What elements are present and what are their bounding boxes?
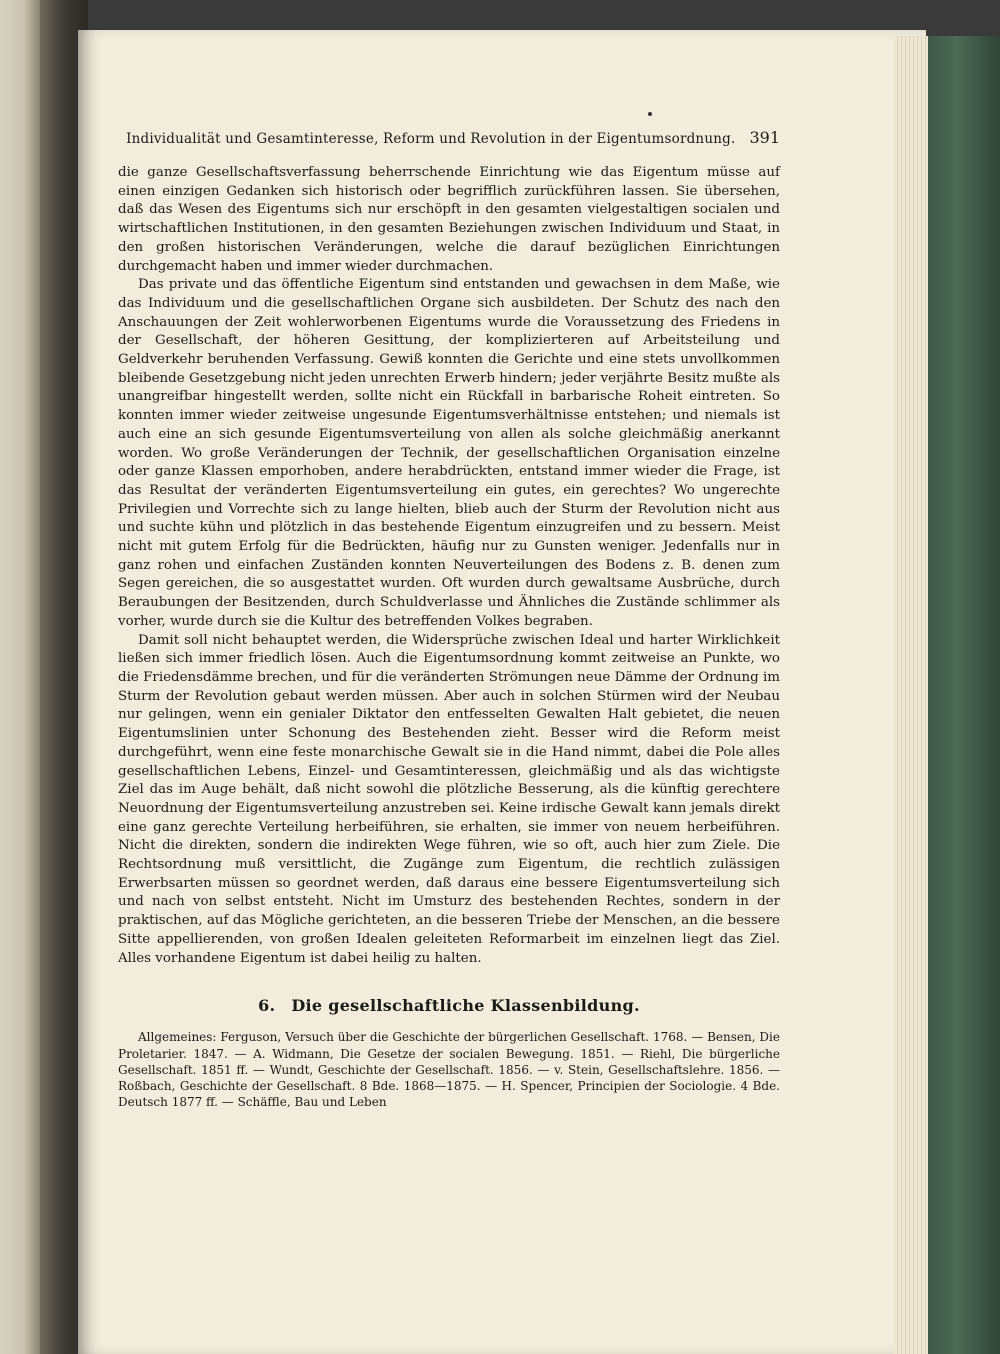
book-cover-edge — [928, 36, 1000, 1354]
paragraph: Das private und das öffentliche Eigentum sind entstanden und gewachsen in dem Maße, wie das Individuum und die gesellschaftlichen Organe sich ausbildeten. Der Schutz des nach den Anschauungen der Zeit wohlerworbenen Eigentums wurde die Voraussetzung des Friedens in der Gesellschaft, der höheren Gesittung, der komplizierteren auf Arbeitsteilung und Geldverkehr beruhenden Verfassung. Gewiß konnten die Gerichte und eine stets unvollkommen bleibende Gesetzgebung nicht jeden unrechten Erwerb hindern; jeder verjährte Besitz mußte als unangreifbar hingestellt werden, sollte nicht ein Rückfall in barbarische Roheit eintreten. So konnten immer wieder zeitweise ungesunde Eigentumsverhältnisse entstehen; und niemals ist auch eine an sich gesunde Eigentumsverteilung von allen als solche gleichmäßig anerkannt worden. Wo große Veränderungen der Technik, der gesellschaftlichen Organisation einzelne oder ganze Klassen emporhoben, andere herabdrückten, entstand immer wieder die Frage, ist das Resultat der veränderten Eigentumsverteilung ein gutes, ein gerechtes? Wo ungerechte Privilegien und Vorrechte sich zu lange hielten, blieb auch der Sturm der Revolution nicht aus und suchte kühn und plötzlich in das bestehende Eigentum einzugreifen und zu bessern. Meist nicht mit gutem Erfolg für die Bedrückten, häufig nur zu Gunsten weniger. Jedenfalls nur in ganz rohen und einfachen Zuständen konnten Neuverteilungen des Bodens z. B. denen zum Segen gereichen, die so ausgestattet wurden. Oft wurden durch gewaltsame Ausbrüche, durch Beraubungen der Besitzenden, durch Schuldverlasse und Ähnliches die Zustände schlimmer als vorher, wurde durch sie die Kultur des betreffenden Volkes begraben. — [118, 277, 780, 629]
section-title: Die gesellschaftliche Klassenbildung. — [291, 996, 640, 1016]
body-text — [118, 164, 780, 968]
ink-dot — [648, 112, 652, 116]
running-head-title: Individualität und Gesamtinteresse, Reform und Revolution in der Eigentumsordnung. — [126, 131, 736, 147]
paragraph: die ganze Gesellschaftsverfassung beherrschende Einrichtung wie das Eigentum müsse auf einen einzigen Gedanken sich historisch oder begrifflich zurückführen lassen. Sie übersehen, daß das Wesen des Eigentums sich nur erschöpft in den gesamten vielgestaltigen socialen und wirtschaftlichen Institutionen, in den gesamten Beziehungen zwischen Individuum und Staat, in den großen historischen Veränderungen, welche die darauf bezüglichen Einrichtungen durchgemacht haben und immer wieder durchmachen. — [118, 165, 780, 274]
page-content — [118, 128, 780, 1111]
section-heading — [118, 996, 780, 1015]
section-number: 6. — [258, 996, 276, 1016]
page-number: 391 — [749, 128, 780, 147]
running-head — [118, 128, 780, 154]
literature-note: Allgemeines: Ferguson, Versuch über die Geschichte der bürgerlichen Gesellschaft. 1768. — Bensen, Die Proletarier. 1847. — A. Widmann, Die Gesetze der socialen Bewegung. 1851. — Riehl, Die bürgerliche Gesellschaft. 1851 ff. — Wundt, Geschichte der Gesellschaft. 1856. — v. Stein, Gesellschaftslehre. 1856. — Roßbach, Geschichte der Gesellschaft. 8 Bde. 1868—1875. — H. Spencer, Principien der Sociologie. 4 Bde. Deutsch 1877 ff. — Schäffle, Bau und Leben — [118, 1030, 780, 1110]
paragraph: Damit soll nicht behauptet werden, die Widersprüche zwischen Ideal und harter Wirklichkeit ließen sich immer friedlich lösen. Auch die Eigentumsordnung kommt zeitweise an Punkte, wo die Friedensdämme brechen, und für die veränderten Strömungen neue Dämme der Ordnung im Sturm der Revolution gebaut werden müssen. Aber auch in solchen Stürmen wird der Neubau nur gelingen, wenn ein genialer Diktator den entfesselten Gewalten Halt gebietet, die neuen Eigentumslinien unter Schonung des Bestehenden zieht. Besser wird die Reform meist durchgeführt, wenn eine feste monarchische Gewalt sie in die Hand nimmt, dabei die Pole alles gesellschaftlichen Lebens, Einzel- und Gesamtinteressen, gleichmäßig und als das wichtigste Ziel das im Auge behält, daß nicht sowohl die plötzliche Besserung, als die künftig gerechtere Neuordnung der Eigentumsverteilung anzustreben sei. Keine irdische Gewalt kann jemals direkt eine ganz gerechte Verteilung herbeiführen, sie erhalten, sie immer von neuem herbeiführen. Nicht die direkten, sondern die indirekten Wege führen, wie so oft, auch hier zum Ziele. Die Rechtsordnung muß versittlicht, die Zugänge zum Eigentum, die rechtlich zulässigen Erwerbsarten müssen so geordnet werden, daß daraus eine bessere Eigentumsverteilung sich und nach von selbst entsteht. Nicht im Umsturz des bestehenden Rechtes, sondern in der praktischen, auf das Mögliche gerichteten, an die besseren Triebe der Menschen, an die bessere Sitte appellierenden, von großen Idealen geleiteten Reformarbeit im einzelnen liegt das Ziel. Alles vorhandene Eigentum ist dabei heilig zu halten. — [118, 632, 780, 966]
page-edges — [894, 36, 930, 1354]
facing-page-edge — [0, 0, 40, 1354]
